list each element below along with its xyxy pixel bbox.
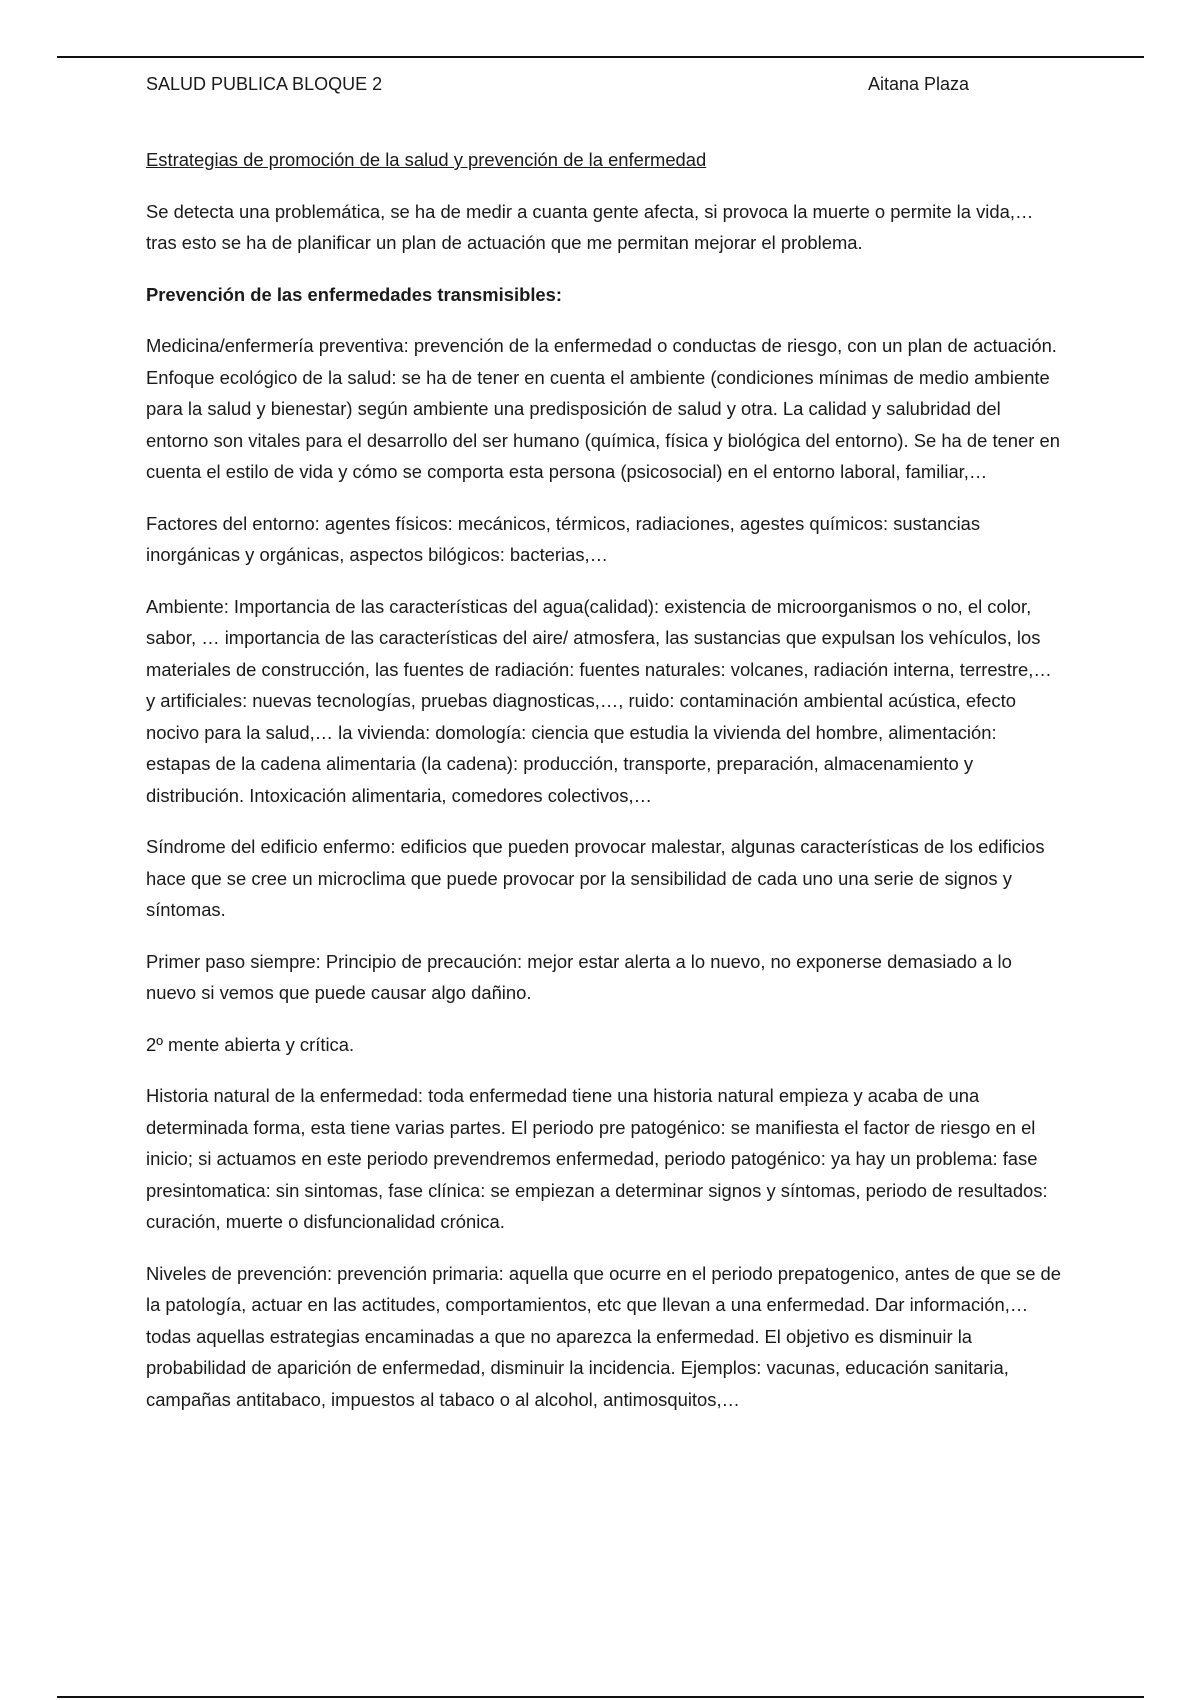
header-course-title: SALUD PUBLICA BLOQUE 2 [146,74,383,94]
paragraph-historia-natural: Historia natural de la enfermedad: toda enfermedad tiene una historia natural empieza y acaba de una determinada forma, esta tiene varias partes. El periodo pre patogénico: se manifiesta el factor de riesgo en el inicio; si actuamos en este periodo prevendremos enfermedad, periodo patogénico: ya hay un problema: fase presintomatica: sin sintomas, fase clínica: se empiezan a determinar signos y síntomas, periodo de resultados: curación, muerte o disfuncionalidad crónica. [146,1085,1048,1232]
paragraph-factores-entorno: Factores del entorno: agentes físicos: mecánicos, térmicos, radiaciones, agestes químicos: sustancias inorgánicas y orgánicas, aspectos bilógicos: bacterias,… [146,512,981,565]
paragraph-niveles-prevencion: Niveles de prevención: prevención primaria: aquella que ocurre en el periodo prepatogenico, antes de que se de la patología, actuar en las actitudes, comportamientos, etc que llevan a una enfermedad. Dar información,… todas aquellas estrategias encaminadas a que no aparezca la enfermedad. El objetivo es disminuir la probabilidad de aparición de enfermedad, disminuir la incidencia. Ejemplos: vacunas, educación sanitaria, campañas antitabaco, impuestos al tabaco o al alcohol, antimosquitos,… [146,1262,1062,1410]
paragraph-intro: Se detecta una problemática, se ha de medir a cuanta gente afecta, si provoca la muerte o permite la vida,… tras esto se ha de planificar un plan de actuación que me permitan mejorar el problema. [146,200,1034,253]
section-heading: Prevención de las enfermedades transmisibles: [146,283,563,305]
header-author: Aitana Plaza [868,74,970,94]
document-title: Estrategias de promoción de la salud y prevención de la enfermedad [146,149,707,170]
paragraph-ambiente: Ambiente: Importancia de las características del agua(calidad): existencia de microorganismos o no, el color, sabor, … importancia de las características del aire/ atmosfera, las sustancias que expulsan los vehículos, los materiales de construcción, las fuentes de radiación: fuentes naturales: volcanes, radiación interna, terrestre,… y artificiales: nuevas tecnologías, pruebas diagnosticas,…, ruido: contaminación ambiental acústica, efecto nocivo para la salud,… la vivienda: domología: ciencia que estudia la vivienda del hombre, alimentación: estapas de la cadena alimentaria (la cadena): producción, transporte, preparación, almacenamiento y distribución. Intoxicación alimentaria, comedores colectivos,… [146,595,1052,806]
paragraph-segundo-paso: 2º mente abierta y crítica. [146,1033,355,1055]
page-header [146,74,978,100]
document-body [146,144,1064,1435]
paragraph-primer-paso: Primer paso siempre: Principio de precaución: mejor estar alerta a lo nuevo, no exponerse demasiado a lo nuevo si vemos que puede causar algo dañino. [146,950,1012,1003]
paragraph-medicina-preventiva: Medicina/enfermería preventiva: prevención de la enfermedad o conductas de riesgo, con un plan de actuación. Enfoque ecológico de la salud: se ha de tener en cuenta el ambiente (condiciones mínimas de medio ambiente para la salud y bienestar) según ambiente una predisposición de salud y otra. La calidad y salubridad del entorno son vitales para el desarrollo del ser humano (química, física y biológica del entorno). Se ha de tener en cuenta el estilo de vida y cómo se comporta esta persona (psicosocial) en el entorno laboral, familiar,… [146,335,1060,482]
header-rule [57,56,1144,58]
footer-rule [57,1696,1144,1698]
paragraph-sindrome-edificio: Síndrome del edificio enfermo: edificios que pueden provocar malestar, algunas características de los edificios hace que se cree un microclima que puede provocar por la sensibilidad de cada uno una serie de signos y síntomas. [146,836,1045,920]
